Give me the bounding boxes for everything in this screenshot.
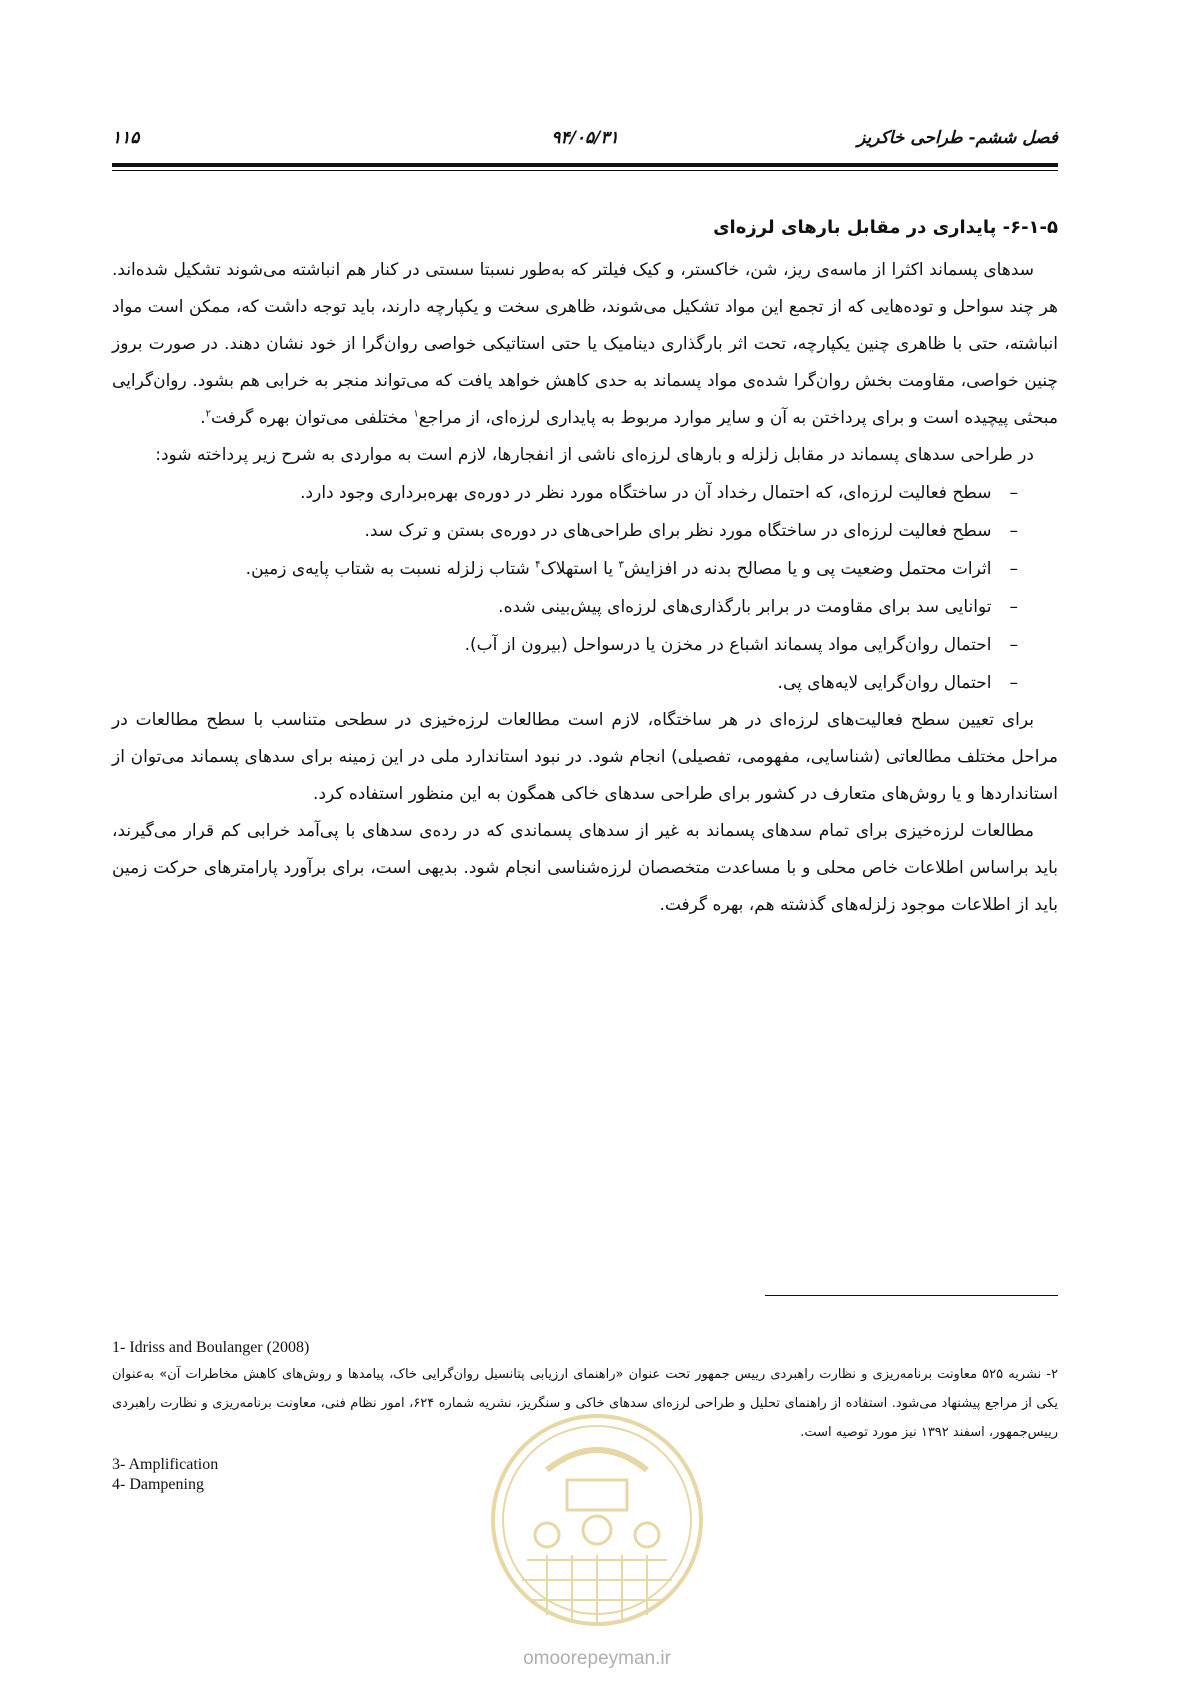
main-content [112, 210, 1058, 924]
header-rule-thick [112, 163, 1058, 167]
paragraph-1-text: سدهای پسماند اکثرا از ماسه‌ی ریز، شن، خاکستر، و کیک فیلتر که به‌طور نسبتا سستی در کنار هم انباشته می‌شوند تشکیل شده‌اند. هر چند سواحل و توده‌هایی که از تجمع این مواد تشکیل می‌شوند، ظاهری سخت و یکپارچه دارند، باید توجه داشت که، ممکن است مواد انباشته، حتی با ظاهری چنین یکپارچه، تحت اثر بارگذاری دینامیک یا حتی استاتیکی خواصی روان‌گرا از خود نشان دهند. در صورت بروز چنین خواصی، مقاومت بخش روان‌گرا شده‌ی مواد پسماند به حدی کاهش خواهد یافت که می‌تواند منجر به خرابی هم بشود. روان‌گرایی مبحثی پیچیده است و برای پرداختن به آن و سایر موارد مربوط به پایداری لرزه‌ای، از مراجع [112, 260, 1058, 428]
watermark-text: omoorepeyman.ir [523, 1648, 671, 1669]
paragraph-2: در طراحی سدهای پسماند در مقابل زلزله و بارهای لرزه‌ای ناشی از انفجارها، لازم است به مواردی به شرح زیر پرداخته شود: [155, 445, 1034, 465]
list-item: – سطح فعالیت لرزه‌ای در ساختگاه مورد نظر برای طراحی‌های در دوره‌ی بستن و ترک سد. [112, 512, 1018, 550]
footnote-ref-4: ۴ [535, 559, 541, 571]
paragraph-4: مطالعات لرزه‌خیزی برای تمام سدهای پسماند به غیر از سدهای پسماندی که در رده‌ی سدهای با پی‌آمد خرابی کم قرار می‌گیرند، باید براساس اطلاعات خاص محلی و با مساعدت متخصصان لرزه‌شناسی انجام شود. بدیهی است، برای برآورد پارامترهای حرکت زمین باید از اطلاعات موجود زلزله‌های گذشته هم، بهره گرفت. [112, 821, 1058, 915]
list-item-text-b: یا استهلاک [540, 559, 619, 579]
list-item-text-a: اثرات محتمل وضعیت پی و یا مصالح بدنه در افزایش [623, 559, 992, 579]
paragraph-1 [112, 252, 1058, 437]
footnote-4: 4- Dampening [112, 1476, 204, 1493]
list-item: – احتمال روان‌گرایی لایه‌های پی. [112, 664, 1018, 702]
footnotes [112, 1338, 1058, 1495]
paragraph-3: برای تعیین سطح فعالیت‌های لرزه‌ای در هر ساختگاه، لازم است مطالعات لرزه‌خیزی در سطحی متناسب با سطح مطالعات در مراحل مختلف مطالعاتی (شناسایی، مفهومی، تفصیلی) انجام شود. در نبود استاندارد ملی در این زمینه برای سدهای پسماند می‌توان از استانداردها و یا روش‌های متعارف در کشور برای طراحی سدهای خاکی همگون به این منظور استفاده کرد. [112, 710, 1058, 804]
paragraph-1-end: . [200, 408, 206, 428]
footnote-ref-2: ۲ [205, 408, 212, 420]
header-rule-thin [112, 170, 1058, 171]
footnote-1: 1- Idriss and Boulanger (2008) [112, 1339, 310, 1356]
list-item: – سطح فعالیت لرزه‌ای، که احتمال رخداد آن در ساختگاه مورد نظر در دوره‌ی بهره‌برداری وجود دارد. [112, 474, 1018, 512]
list-item: – احتمال روان‌گرایی مواد پسماند اشباع در مخزن یا درسواحل (بیرون از آب). [112, 626, 1018, 664]
page-header [112, 128, 1058, 152]
section-title: ۶-۱-۵- پایداری در مقابل بارهای لرزه‌ای [713, 217, 1058, 238]
requirements-list [112, 474, 1058, 702]
footnote-ref-1: ۱ [413, 408, 419, 420]
footnote-separator [765, 1295, 1058, 1296]
footnote-ref-3: ۳ [618, 559, 624, 571]
list-item: – توانایی سد برای مقاومت در برابر بارگذاری‌های لرزه‌ای پیش‌بینی شده. [112, 588, 1018, 626]
list-item [112, 550, 1018, 588]
footnote-3: 3- Amplification [112, 1456, 219, 1473]
footnote-2: ۲- نشریه ۵۲۵ معاونت برنامه‌ریزی و نظارت راهبردی رییس جمهور تحت عنوان «راهنمای ارزیابی پتانسیل روان‌گرایی خاک، پیامدها و روش‌های کاهش مخاطرات آن» به‌عنوان یکی از مراجع پیشنهاد می‌شود. استفاده از راهنمای تحلیل و طراحی لرزه‌ای سدهای خاکی و سنگریز، نشریه شماره ۶۲۴، امور نظام فنی، معاونت برنامه‌ریزی و نظارت راهبردی رییس‌جمهور، اسفند ۱۳۹۲ نیز مورد توصیه است. [112, 1367, 1058, 1440]
chapter-title: فصل ششم- طراحی خاکریز [857, 128, 1058, 148]
header-date: ۹۴/۰۵/۳۱ [551, 128, 619, 148]
list-item-text-c: شتاب زلزله نسبت به شتاب پایه‌ی زمین. [245, 559, 536, 579]
page-number: ۱۱۵ [112, 128, 140, 148]
paragraph-1-mid: مختلفی می‌توان بهره گرفت [211, 408, 414, 428]
